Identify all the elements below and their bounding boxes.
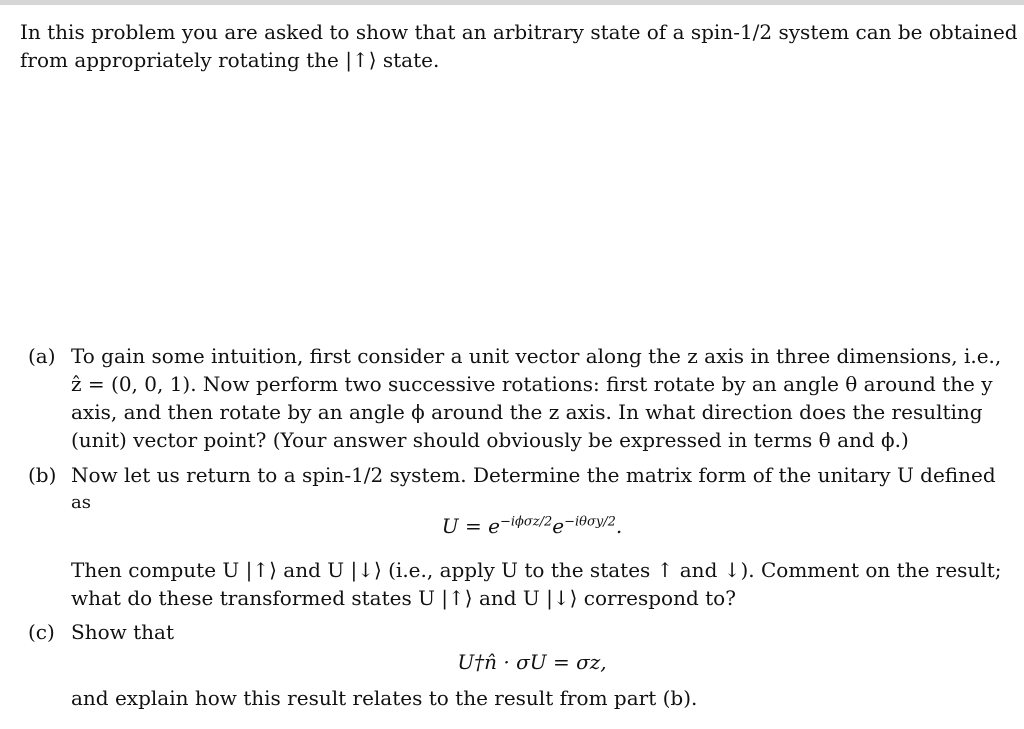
equation-b-end: . (615, 514, 623, 538)
part-b-body (71, 461, 1004, 517)
part-b (28, 461, 1004, 517)
part-c (28, 618, 1004, 646)
part-c-continuation (71, 684, 1011, 712)
rotation-identity-equation (20, 650, 1024, 674)
part-c-body (71, 618, 1004, 646)
part-b-continuation (71, 556, 1011, 612)
part-c-marker: (c) (28, 620, 55, 644)
intro-line-1: In this problem you are asked to show that an arbitrary state of a spin-1/2 system can be obtained (20, 20, 1018, 44)
part-a (28, 342, 1004, 454)
top-border (0, 0, 1024, 5)
equation-b-lhs: U = e (441, 514, 500, 538)
part-b-line-1: Now let us return to a spin-1/2 system. Determine the matrix form of the unitary U defined (71, 463, 996, 487)
part-a-marker: (a) (28, 344, 56, 368)
part-b-line-3: Then compute U |↑⟩ and U |↓⟩ (i.e., apply U to the states ↑ and ↓). Comment on the result; (71, 558, 1002, 582)
part-a-line-2: ẑ = (0, 0, 1). Now perform two successive rotations: first rotate by an angle θ around the y (71, 372, 993, 396)
part-c-line-2: and explain how this result relates to the result from part (b). (71, 686, 698, 710)
intro-paragraph (20, 18, 1018, 74)
part-b-line-2: as (71, 492, 91, 513)
part-a-body (71, 342, 1004, 454)
equation-c: U†n̂ · σU = σz, (457, 650, 607, 674)
part-b-line-4: what do these transformed states U |↑⟩ and U |↓⟩ correspond to? (71, 586, 736, 610)
equation-b-exponent-2: −iθσy/2 (564, 514, 616, 530)
part-c-line-1: Show that (71, 620, 174, 644)
intro-line-2: from appropriately rotating the |↑⟩ state. (20, 48, 440, 72)
part-a-line-3: axis, and then rotate by an angle ϕ around the z axis. In what direction does the resulting (71, 400, 983, 424)
equation-b-mid: e (552, 514, 565, 538)
part-a-line-4: (unit) vector point? (Your answer should obviously be expressed in terms θ and ϕ.) (71, 428, 909, 452)
part-a-line-1: To gain some intuition, first consider a unit vector along the z axis in three dimensions, i.e., (71, 344, 1002, 368)
unitary-definition-equation (20, 514, 1024, 538)
equation-b-exponent-1: −iϕσz/2 (499, 514, 553, 530)
part-b-marker: (b) (28, 463, 57, 487)
